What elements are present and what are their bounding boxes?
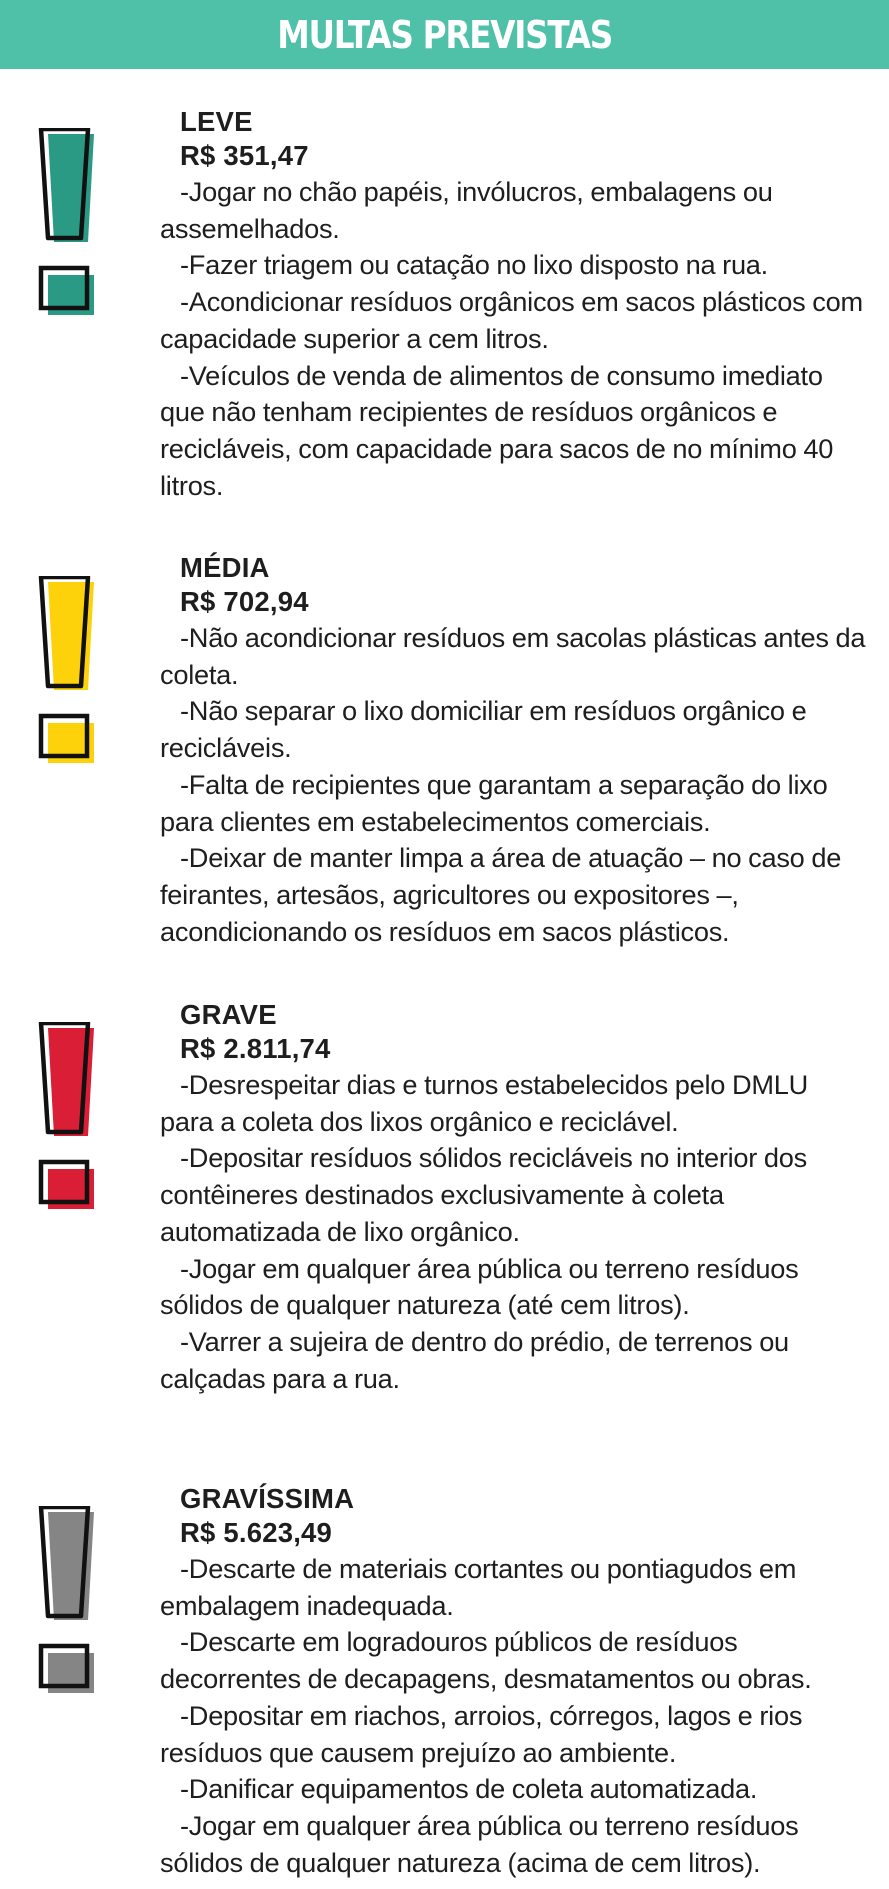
fine-level: LEVE (180, 106, 253, 137)
fine-item: -Depositar em riachos, arroios, córregos, lagos e rios resíduos que causem prejuízo ao ambiente. (160, 1699, 803, 1768)
fine-item: -Varrer a sujeira de dentro do prédio, de terrenos ou calçadas para a rua. (160, 1325, 789, 1394)
fine-item: -Jogar no chão papéis, invólucros, embalagens ou assemelhados. (160, 176, 773, 244)
fine-item: -Descarte de materiais cortantes ou pontiagudos em embalagem inadequada. (160, 1553, 797, 1621)
fine-level: GRAVE (180, 999, 277, 1030)
page-title: MULTAS PREVISTAS (277, 12, 612, 57)
fine-item: -Depositar resíduos sólidos recicláveis no interior dos contêineres destinados exclusivamente à coleta automatizada de lixo orgânico. (160, 1142, 807, 1247)
exclamation-icon (38, 1506, 100, 1706)
fine-content (160, 552, 866, 950)
exclamation-icon (38, 1022, 100, 1222)
fine-item: -Jogar em qualquer área pública ou terreno resíduos sólidos de qualquer natureza (até cem litros). (160, 1252, 799, 1321)
fine-content (160, 999, 866, 1397)
fine-item: -Fazer triagem ou catação no lixo disposto na rua. (180, 249, 768, 281)
fine-item: -Não acondicionar resíduos em sacolas plásticas antes da coleta. (160, 622, 866, 690)
fine-item: -Descarte em logradouros públicos de resíduos decorrentes de decapagens, desmatamentos ou obras. (160, 1626, 812, 1695)
fine-item: -Falta de recipientes que garantam a separação do lixo para clientes em estabelecimentos comerciais. (160, 768, 828, 837)
fine-level: GRAVÍSSIMA (180, 1483, 355, 1514)
fine-content (160, 106, 866, 504)
fine-price: R$ 702,94 (180, 586, 309, 617)
fine-item: -Jogar em qualquer área pública ou terreno resíduos sólidos de qualquer natureza (acima de cem litros). (160, 1809, 799, 1878)
fine-item: -Deixar de manter limpa a área de atuação – no caso de feirantes, artesãos, agricultores ou expositores –, acondicionando os resíduos em sacos plásticos. (160, 842, 842, 947)
fine-item: -Desrespeitar dias e turnos estabelecidos pelo DMLU para a coleta dos lixos orgânico e reciclável. (160, 1069, 809, 1137)
fine-item: -Não separar o lixo domiciliar em resíduos orgânico e recicláveis. (160, 695, 807, 764)
fine-level: MÉDIA (180, 552, 270, 583)
fine-price: R$ 2.811,74 (180, 1033, 331, 1064)
exclamation-icon (38, 128, 100, 328)
exclamation-icon (38, 576, 100, 776)
fine-item: -Danificar equipamentos de coleta automatizada. (180, 1773, 758, 1805)
fine-item: -Veículos de venda de alimentos de consumo imediato que não tenham recipientes de resíduos orgânicos e recicláveis, com capacidade para sacos de no mínimo 40 litros. (160, 359, 834, 501)
fine-price: R$ 5.623,49 (180, 1517, 333, 1548)
fine-content (160, 1483, 866, 1881)
header-banner (0, 0, 889, 69)
fine-price: R$ 351,47 (180, 140, 309, 171)
fine-item: -Acondicionar resíduos orgânicos em sacos plásticos com capacidade superior a cem litros. (160, 286, 863, 354)
